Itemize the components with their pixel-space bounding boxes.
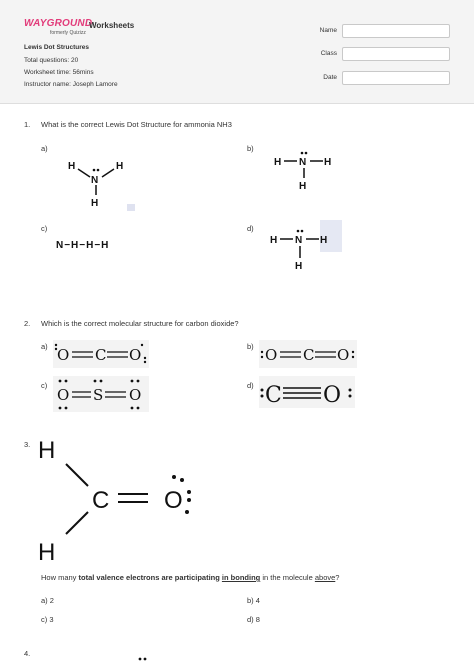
question-3-number: 3.: [24, 440, 31, 449]
q3-option-b[interactable]: b) 4: [247, 596, 260, 605]
q3-text-underline: above: [314, 573, 336, 582]
svg-text:O: O: [57, 346, 70, 364]
q1-option-c-formula: N−H−H−H: [56, 240, 110, 251]
q1-option-b-structure: [272, 149, 338, 195]
q3-option-a[interactable]: a) 2: [41, 596, 54, 605]
svg-text:H: H: [320, 235, 328, 246]
svg-text:H: H: [91, 198, 99, 209]
q2-option-a[interactable]: a): [41, 342, 48, 351]
logo-text: WAYGROUND: [24, 18, 93, 29]
svg-text:H: H: [116, 161, 124, 172]
svg-text:C: C: [95, 346, 107, 364]
svg-text:N: N: [91, 175, 99, 186]
date-field[interactable]: [342, 71, 450, 85]
question-1-text: What is the correct Lewis Dot Structure for ammonia NH3: [41, 120, 232, 129]
svg-text:C: C: [303, 346, 315, 364]
svg-text:O: O: [129, 386, 142, 404]
svg-text:H: H: [68, 161, 76, 172]
q3-option-c[interactable]: c) 3: [41, 615, 54, 624]
q1-option-b[interactable]: b): [247, 144, 254, 153]
q3-text-part: How many: [41, 573, 79, 582]
q3-text-part: in the molecule: [260, 573, 315, 582]
q2-option-d[interactable]: d): [247, 381, 254, 390]
svg-text:O: O: [164, 487, 183, 514]
q1-option-d[interactable]: d): [247, 224, 254, 233]
question-1-number: 1.: [24, 120, 31, 129]
q1-option-c[interactable]: c): [41, 224, 48, 233]
q2-option-a-structure: [53, 340, 149, 368]
q2-option-c[interactable]: c): [41, 381, 48, 390]
svg-text:O: O: [323, 383, 342, 408]
svg-text:C: C: [92, 487, 110, 514]
section-label: Worksheets: [89, 21, 135, 30]
question-2-number: 2.: [24, 319, 31, 328]
svg-text:N: N: [295, 235, 303, 246]
svg-text:H: H: [38, 437, 56, 464]
instructor-name: Instructor name: Joseph Lamore: [24, 81, 118, 88]
svg-text:N: N: [299, 157, 307, 168]
question-2-text: Which is the correct molecular structure for carbon dioxide?: [41, 319, 239, 328]
q3-text-part: ?: [335, 573, 340, 582]
svg-text:O: O: [57, 386, 70, 404]
q1-option-d-structure: [268, 227, 334, 273]
svg-text:O: O: [337, 346, 350, 364]
name-field[interactable]: [342, 24, 450, 38]
svg-text:H: H: [270, 235, 278, 246]
class-field[interactable]: [342, 47, 450, 61]
svg-text:H: H: [324, 157, 332, 168]
q2-option-b[interactable]: b): [247, 342, 254, 351]
svg-text:C: C: [265, 383, 282, 408]
worksheet-time: Worksheet time: 56mins: [24, 69, 94, 76]
wayground-logo: [24, 18, 92, 36]
svg-text:H: H: [299, 181, 307, 192]
worksheet-title: Lewis Dot Structures: [24, 44, 90, 51]
q1-option-a[interactable]: a): [41, 144, 48, 153]
svg-text:O: O: [265, 346, 278, 364]
svg-text:H: H: [274, 157, 282, 168]
logo-subtitle: formerly Quizizz: [50, 30, 86, 36]
worksheet-header: [0, 0, 474, 104]
total-questions: Total questions: 20: [24, 57, 79, 64]
q2-option-b-structure: [259, 340, 357, 368]
q2-option-d-structure: [259, 376, 355, 408]
class-label: Class: [320, 50, 337, 57]
q4-structure-partial: [136, 655, 150, 663]
svg-text:H: H: [38, 539, 56, 564]
q1-option-a-structure: [64, 157, 136, 213]
image-corner: [127, 204, 135, 211]
svg-text:H: H: [295, 261, 303, 272]
q3-text-bold: total valence electrons are participating: [78, 573, 222, 582]
svg-text:S: S: [93, 386, 104, 404]
date-label: Date: [323, 74, 337, 81]
question-4-number: 4.: [24, 649, 31, 658]
name-label: Name: [319, 27, 337, 34]
question-3-text: [41, 573, 339, 582]
q2-option-c-structure: [53, 376, 149, 412]
q3-text-bold-underline: in bonding: [221, 573, 261, 582]
q3-option-d[interactable]: d) 8: [247, 615, 260, 624]
q3-formaldehyde-structure: [36, 432, 196, 564]
svg-text:O: O: [129, 346, 142, 364]
